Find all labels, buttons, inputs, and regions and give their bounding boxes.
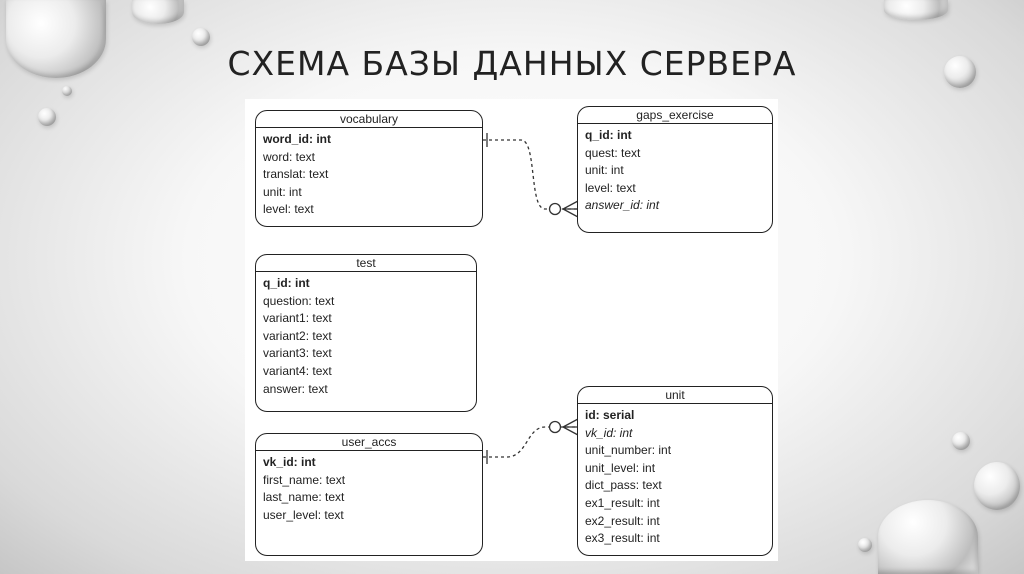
entity-field: answer_id: int — [585, 198, 660, 213]
relationship-user-accs-unit — [483, 427, 577, 457]
entity-name: gaps_exercise — [578, 107, 772, 124]
water-drop-decoration — [858, 538, 872, 552]
water-drop-decoration — [62, 86, 72, 96]
entity-field: translat: text — [263, 167, 329, 182]
entity-field: q_id: int — [585, 128, 632, 142]
entity-field: unit: int — [263, 184, 302, 199]
water-drop-decoration — [884, 0, 948, 20]
entity-name: user_accs — [256, 434, 482, 451]
entity-vocabulary[interactable] — [255, 110, 483, 227]
entity-field: unit: int — [585, 163, 624, 178]
water-drop-decoration — [38, 108, 56, 126]
water-drop-decoration — [952, 432, 970, 450]
entity-field: last_name: text — [263, 490, 345, 505]
entity-field: level: text — [263, 202, 314, 217]
entity-field: word: text — [263, 149, 316, 164]
entity-field: level: text — [585, 180, 636, 195]
entity-field: question: text — [263, 293, 335, 308]
entity-gaps-exercise[interactable] — [577, 106, 773, 233]
entity-field: word_id: int — [263, 132, 331, 146]
entity-field: variant2: text — [263, 328, 332, 343]
entity-field: variant1: text — [263, 311, 332, 326]
entity-field: id: serial — [585, 408, 635, 422]
zero-marker — [550, 422, 561, 433]
zero-marker — [550, 204, 561, 215]
entity-field: unit_level: int — [585, 460, 656, 475]
entity-field: unit_number: int — [585, 443, 672, 458]
entity-test[interactable] — [255, 254, 477, 412]
entity-name: vocabulary — [256, 111, 482, 128]
water-drop-decoration — [878, 500, 978, 574]
many-marker — [563, 419, 578, 435]
water-drop-decoration — [192, 28, 210, 46]
entity-field: first_name: text — [263, 472, 346, 487]
entity-field: variant3: text — [263, 346, 332, 361]
relationship-vocabulary-gaps-exercise — [483, 140, 577, 209]
entity-unit[interactable] — [577, 386, 773, 556]
field-list — [256, 451, 482, 524]
slide-title: СХЕМА БАЗЫ ДАННЫХ СЕРВЕРА — [227, 44, 797, 83]
entity-user-accs[interactable] — [255, 433, 483, 556]
field-list — [256, 272, 476, 398]
entity-field: answer: text — [263, 381, 328, 396]
field-list — [256, 128, 482, 219]
entity-name: unit — [578, 387, 772, 404]
water-drop-decoration — [6, 0, 106, 78]
field-list — [578, 404, 772, 548]
water-drop-decoration — [974, 462, 1020, 510]
water-drop-decoration — [944, 56, 976, 88]
water-drop-decoration — [132, 0, 184, 24]
many-marker — [563, 201, 578, 217]
entity-name: test — [256, 255, 476, 272]
entity-field: variant4: text — [263, 363, 332, 378]
entity-field: q_id: int — [263, 276, 310, 290]
entity-field: vk_id: int — [263, 455, 316, 469]
entity-field: ex3_result: int — [585, 531, 660, 546]
er-diagram — [245, 99, 778, 561]
entity-field: ex2_result: int — [585, 513, 660, 528]
entity-field: quest: text — [585, 145, 641, 160]
entity-field: user_level: text — [263, 507, 344, 522]
field-list — [578, 124, 772, 215]
entity-field: ex1_result: int — [585, 495, 660, 510]
entity-field: dict_pass: text — [585, 478, 662, 493]
entity-field: vk_id: int — [585, 425, 633, 440]
